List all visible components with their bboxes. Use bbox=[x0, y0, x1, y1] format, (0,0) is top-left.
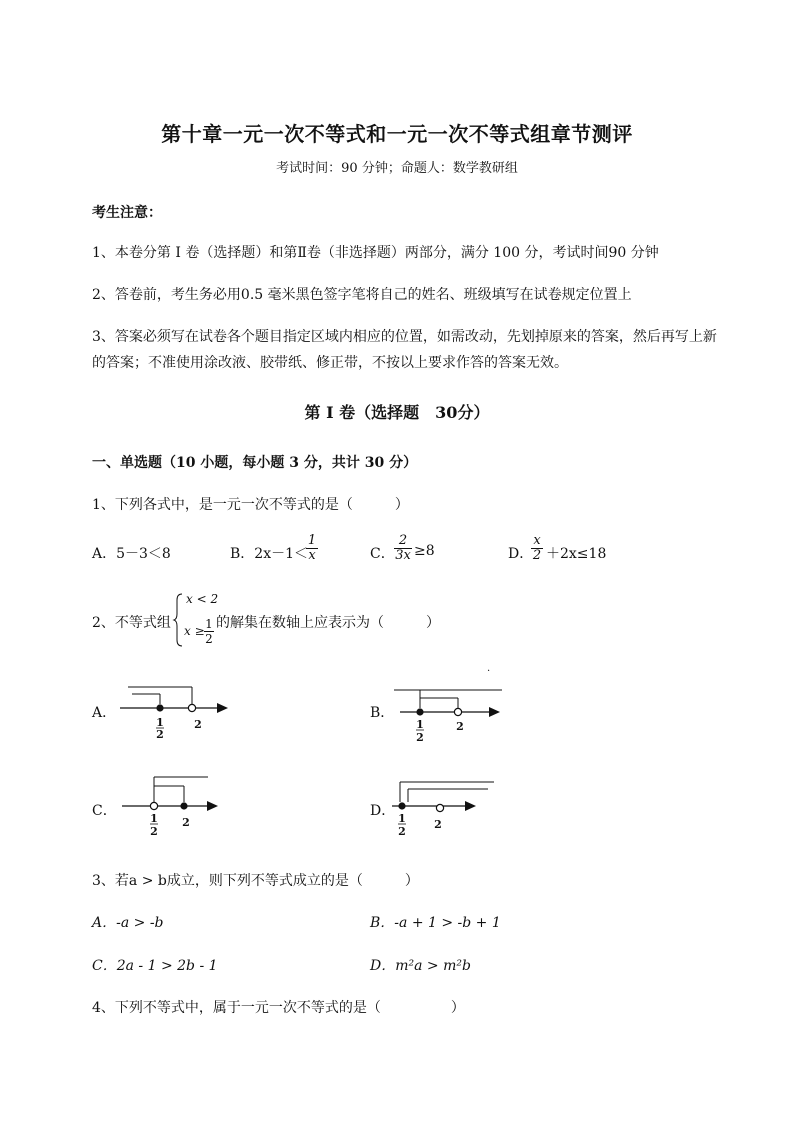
tick-half-num: 1 bbox=[398, 812, 406, 825]
q2-option-d-label: D． bbox=[370, 803, 396, 819]
tick-two: 2 bbox=[456, 720, 464, 733]
closed-point-half bbox=[398, 802, 405, 809]
q1-stem: 1、下列各式中，是一元一次不等式的是（ ） bbox=[92, 497, 409, 513]
q1-option-b: B．2x－1＜ bbox=[230, 546, 308, 562]
q1-d-fraction: $\frac{x}{2}$ bbox=[532, 533, 542, 563]
q3-option-d: D．m²a > m²b bbox=[370, 958, 471, 974]
notice-item-1: 1、本卷分第 I 卷（选择题）和第Ⅱ卷（非选择题）两部分，满分 100 分，考试时间90 分钟 bbox=[92, 245, 659, 261]
stray-dot: . bbox=[487, 663, 491, 674]
tick-half-num: 1 bbox=[156, 716, 164, 729]
tick-half-den: 2 bbox=[156, 728, 164, 741]
axis-arrow bbox=[207, 801, 218, 811]
open-point-two bbox=[436, 804, 443, 811]
tick-half-den: 2 bbox=[398, 825, 406, 838]
closed-point-two bbox=[180, 802, 187, 809]
q3-stem: 3、若a > b成立，则下列不等式成立的是（ ） bbox=[92, 873, 419, 889]
axis-arrow bbox=[465, 801, 476, 811]
q3-option-c: C．2a - 1 > 2b - 1 bbox=[92, 958, 218, 974]
q1-option-c: C． bbox=[370, 546, 395, 562]
tick-half-num: 1 bbox=[416, 718, 424, 731]
q2-option-a-numberline bbox=[110, 680, 250, 740]
open-point-two bbox=[188, 704, 195, 711]
part-heading: 一、单选题（10 小题，每小题 3 分，共计 30 分） bbox=[92, 455, 418, 471]
q2-stem-suffix: 的解集在数轴上应表示为（ ） bbox=[216, 615, 440, 631]
tick-half-den: 2 bbox=[150, 825, 158, 838]
q2-option-c-numberline bbox=[110, 772, 250, 842]
q2-brace bbox=[174, 592, 184, 648]
q4-stem: 4、下列不等式中，属于一元一次不等式的是（ ） bbox=[92, 1000, 465, 1016]
q2-option-a-label: A． bbox=[92, 705, 117, 721]
notice-item-2: 2、答卷前，考生务必用0.5 毫米黑色签字笔将自己的姓名、班级填写在试卷规定位置上 bbox=[92, 287, 632, 303]
closed-point-half bbox=[416, 708, 423, 715]
notice-item-3: 3、答案必须写在试卷各个题目指定区域内相应的位置，如需改动，先划掉原来的答案，然后再写上新 bbox=[92, 329, 717, 345]
exam-info: 考试时间：90 分钟；命题人：数学教研组 bbox=[276, 161, 518, 176]
q1-option-a: A．5－3＜8 bbox=[92, 546, 171, 562]
q3-option-a: A．-a > -b bbox=[92, 915, 164, 931]
tick-two: 2 bbox=[182, 816, 190, 829]
open-point-two bbox=[454, 708, 461, 715]
q3-option-b: B．-a + 1 > -b + 1 bbox=[370, 915, 501, 931]
q1-b-fraction: $\frac{1}{x}$ bbox=[307, 533, 317, 563]
q2-stem-prefix: 2、不等式组 bbox=[92, 615, 171, 631]
tick-two: 2 bbox=[194, 718, 202, 731]
section-title: 第 I 卷（选择题 30分） bbox=[304, 403, 490, 422]
tick-two: 2 bbox=[434, 818, 442, 831]
tick-half-num: 1 bbox=[150, 812, 158, 825]
q1-c-fraction: $\frac{2}{3x}$ bbox=[395, 533, 411, 563]
notice-heading: 考生注意： bbox=[92, 205, 162, 221]
q2-option-d-numberline bbox=[390, 772, 530, 842]
axis-arrow bbox=[217, 703, 228, 713]
q1-d-suffix: ＋2x≤18 bbox=[546, 546, 607, 562]
open-point-half bbox=[150, 802, 157, 809]
q2-system-line2: x ≥ bbox=[184, 624, 205, 638]
q2-system-line1: x < 2 bbox=[186, 592, 219, 606]
q2-option-c-label: C． bbox=[92, 803, 117, 819]
q1-option-d: D． bbox=[508, 546, 534, 562]
q2-option-b-numberline bbox=[390, 680, 540, 750]
q2-system-fraction: $\frac{1}{2}$ bbox=[205, 617, 213, 646]
page-title: 第十章一元一次不等式和一元一次不等式组章节测评 bbox=[161, 122, 633, 146]
q2-option-b-label: B． bbox=[370, 705, 395, 721]
q1-c-suffix: ≥8 bbox=[414, 543, 435, 559]
notice-item-3-cont: 的答案；不准使用涂改液、胶带纸、修正带，不按以上要求作答的答案无效。 bbox=[92, 355, 568, 371]
axis-arrow bbox=[489, 707, 500, 717]
tick-half-den: 2 bbox=[416, 731, 424, 744]
closed-point-half bbox=[156, 704, 163, 711]
